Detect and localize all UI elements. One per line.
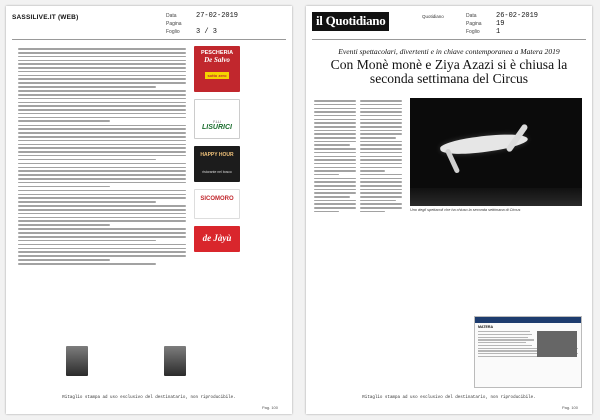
left-page-header — [12, 12, 286, 40]
header-rule — [12, 39, 286, 40]
source-name: SASSILIVE.IT (WEB) — [12, 14, 79, 21]
article-column-2 — [360, 98, 402, 213]
ad-text: sotto zero — [207, 73, 227, 78]
paragraph — [18, 163, 186, 187]
portrait-photo — [66, 346, 88, 376]
newspaper-logo: il Quotidiano — [312, 12, 389, 31]
ad-sicomoro[interactable] — [194, 189, 240, 219]
page-value: 19 — [496, 20, 505, 28]
right-header-fields — [466, 12, 592, 36]
ad-text: ristorante nel bosco — [202, 170, 232, 174]
date-value: 27-02-2019 — [196, 12, 239, 20]
right-page-header — [312, 12, 586, 40]
paragraph — [18, 205, 186, 226]
left-header-fields — [166, 12, 292, 36]
performer-photo — [410, 98, 582, 206]
article-column-1 — [314, 98, 356, 213]
sheet-label: Foglio — [466, 29, 480, 35]
clipping-footer: Ritaglio stampa ad uso esclusivo del destinatario, non riproducibile. — [362, 396, 536, 400]
paragraph — [18, 90, 186, 122]
sheet-value: 1 — [496, 28, 501, 36]
author-photos — [66, 346, 186, 376]
ad-lisurici[interactable] — [194, 99, 240, 139]
thumbnail-title: MATERA — [478, 325, 494, 329]
header-rule — [312, 39, 586, 40]
photo-caption: Uno degli spettacoli che ha chiuso la seconda settimana di Circus — [410, 208, 521, 212]
ad-text: De Salvo — [204, 56, 230, 64]
portrait-photo — [164, 346, 186, 376]
ad-text: PESCHERIA — [200, 50, 234, 56]
date-label: Data — [166, 13, 177, 19]
ad-text: HAPPY HOUR — [200, 152, 234, 158]
paragraph — [18, 48, 186, 87]
ad-happy-hour[interactable] — [194, 146, 240, 182]
publication-type: Quotidiano — [422, 14, 444, 19]
paragraph — [18, 263, 186, 265]
date-label: Data — [466, 13, 477, 19]
paragraph — [18, 190, 186, 203]
page-label: Pagina — [466, 21, 482, 27]
date-value: 26-02-2019 — [496, 12, 539, 20]
sheet-value: 3 / 3 — [196, 28, 218, 36]
ad-text: de Jàyù — [202, 233, 232, 243]
page-label: Pagina — [166, 21, 182, 27]
paragraph — [18, 228, 186, 241]
advertisement-column — [194, 46, 240, 259]
left-clipping-page — [6, 6, 292, 414]
article-headline: Con Monè monè e Ziya Azazi si è chiusa la seconda settimana del Circus — [330, 57, 568, 86]
ad-pescheria[interactable] — [194, 46, 240, 92]
ad-dejayu[interactable] — [194, 226, 240, 252]
ad-text: LISURICI — [202, 124, 232, 131]
ad-text: F.LLI — [213, 120, 221, 124]
newspaper-page-thumbnail — [474, 316, 582, 388]
article-body-left — [18, 46, 186, 267]
sheet-label: Foglio — [166, 29, 180, 35]
clipping-footer: Ritaglio stampa ad uso esclusivo del destinatario, non riproducibile. — [62, 396, 236, 400]
page-number: Pag. 100 — [261, 405, 278, 410]
paragraph — [18, 125, 186, 161]
article-kicker: Eventi spettacolari, divertenti e in chiave contemporanea a Matera 2019 — [338, 47, 560, 56]
page-number: Pag. 100 — [561, 405, 578, 410]
right-clipping-page — [306, 6, 592, 414]
ad-text: SICOMORO — [200, 196, 234, 202]
paragraph — [18, 244, 186, 261]
